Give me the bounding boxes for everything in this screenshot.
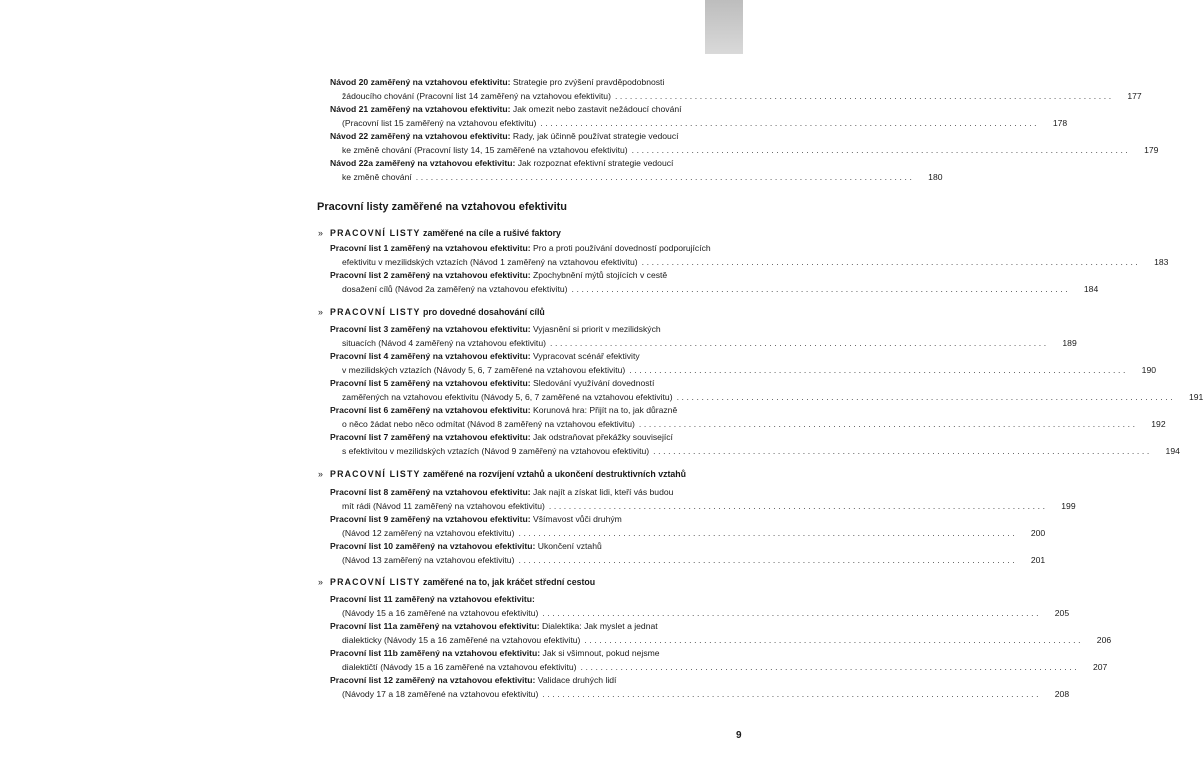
toc-entry[interactable] — [330, 593, 1070, 620]
group-heading-text: pro dovedné dosahování cílů — [420, 307, 545, 317]
dot-leader: .................................................................................................... — [584, 634, 1084, 645]
entry-subtitle: Jak si všimnout, pokud nejsme — [540, 648, 660, 658]
entry-continuation: (Návod 12 zaměřený na vztahovou efektivitu) — [342, 527, 515, 538]
toc-entry[interactable] — [330, 404, 1166, 431]
entry-continuation: o něco žádat nebo něco odmítat (Návod 8 zaměřený na vztahovou efektivitu) — [342, 418, 635, 429]
entry-subtitle: Jak rozpoznat efektivní strategie vedoucí — [515, 158, 674, 168]
entry-page-number: 180 — [928, 171, 943, 182]
chevron-right-icon: » — [318, 577, 323, 587]
page-number: 9 — [736, 730, 742, 741]
entry-page-number: 200 — [1030, 527, 1046, 538]
group-heading — [318, 577, 595, 587]
entry-subtitle: Korunová hra: Přijít na to, jak důrazně — [530, 405, 678, 415]
entry-title: Návod 21 zaměřený na vztahovou efektivitu: — [330, 104, 511, 114]
entry-subtitle: Rady, jak účinně používat strategie vedoucí — [510, 131, 679, 141]
group-heading — [318, 307, 545, 317]
entry-subtitle: Ukončení vztahů — [535, 541, 602, 551]
entry-title: Pracovní list 11 zaměřený na vztahovou efektivitu: — [330, 594, 535, 604]
dot-leader: .................................................................................................... — [542, 688, 1042, 699]
dot-leader: .................................................................................................... — [629, 364, 1129, 375]
entry-subtitle: Sledování využívání dovedností — [530, 378, 655, 388]
entry-continuation: s efektivitou v mezilidských vztazích (Návod 9 zaměřený na vztahovou efektivitu) — [342, 445, 650, 456]
entry-continuation: efektivitu v mezilidských vztazích (Návod 1 zaměřený na vztahovou efektivitu) — [342, 256, 638, 267]
entry-subtitle: Dialektika: Jak myslet a jednat — [539, 621, 658, 631]
toc-entry[interactable] — [330, 674, 1070, 701]
entry-subtitle: Vypracovat scénář efektivity — [530, 351, 640, 361]
entry-subtitle: Jak odstraňovat překážky související — [530, 432, 673, 442]
dot-leader: .................................................................................................... — [571, 283, 1071, 294]
chapter-tab-marker — [705, 0, 743, 54]
entry-page-number: 207 — [1092, 661, 1108, 672]
entry-title: Pracovní list 9 zaměřený na vztahovou efektivitu: — [330, 514, 531, 524]
dot-leader: .................................................................................................... — [549, 337, 1049, 348]
group-heading-caps: PRACOVNÍ LISTY — [330, 228, 421, 238]
entry-page-number: 191 — [1188, 391, 1203, 402]
entry-page-number: 194 — [1165, 445, 1180, 456]
dot-leader: .................................................................................................... — [631, 144, 1131, 155]
entry-title: Pracovní list 1 zaměřený na vztahovou efektivitu: — [330, 243, 531, 253]
dot-leader: .................................................................................................... — [638, 418, 1138, 429]
entry-continuation: (Pracovní list 15 zaměřený na vztahovou efektivitu) — [342, 117, 537, 128]
entry-subtitle: Pro a proti používání dovedností podporujících — [530, 243, 711, 253]
entry-title: Návod 22a zaměřený na vztahovou efektivitu: — [330, 158, 516, 168]
toc-entry[interactable] — [330, 377, 1203, 404]
toc-entry[interactable] — [330, 242, 1169, 269]
dot-leader: .................................................................................................... — [614, 90, 1114, 101]
toc-entry[interactable] — [330, 103, 1068, 130]
entry-page-number: 177 — [1127, 90, 1142, 101]
toc-entry[interactable] — [330, 76, 1142, 103]
group-heading-caps: PRACOVNÍ LISTY — [330, 577, 421, 587]
entry-continuation: v mezilidských vztazích (Návody 5, 6, 7 zaměřené na vztahovou efektivitu) — [342, 364, 626, 375]
dot-leader: .................................................................................................... — [518, 527, 1018, 538]
entry-subtitle: Jak najít a získat lidi, kteří vás budou — [530, 487, 674, 497]
toc-entry[interactable] — [330, 513, 1046, 540]
entry-title: Pracovní list 6 zaměřený na vztahovou efektivitu: — [330, 405, 531, 415]
entry-title: Pracovní list 8 zaměřený na vztahovou efektivitu: — [330, 487, 531, 497]
entry-page-number: 190 — [1141, 364, 1157, 375]
dot-leader: .................................................................................................... — [415, 171, 915, 182]
toc-entry[interactable] — [330, 157, 943, 184]
entry-page-number: 201 — [1030, 554, 1046, 565]
entry-page-number: 205 — [1054, 607, 1070, 618]
entry-continuation: mít rádi (Návod 11 zaměřený na vztahovou efektivitu) — [342, 500, 545, 511]
entry-subtitle: Strategie pro zvýšení pravděpodobnosti — [510, 77, 665, 87]
entry-page-number: 192 — [1151, 418, 1166, 429]
dot-leader: .................................................................................................... — [542, 607, 1042, 618]
toc-entry[interactable] — [330, 486, 1076, 513]
entry-page-number: 208 — [1054, 688, 1070, 699]
chevron-right-icon: » — [318, 228, 323, 238]
entry-continuation: (Návody 15 a 16 zaměřené na vztahovou efektivitu) — [342, 607, 539, 618]
entry-subtitle: Validace druhých lidí — [535, 675, 617, 685]
chevron-right-icon: » — [318, 469, 323, 479]
entry-page-number: 184 — [1083, 283, 1099, 294]
entry-continuation: ke změně chování — [342, 171, 412, 182]
dot-leader: .................................................................................................... — [540, 117, 1040, 128]
entry-page-number: 199 — [1061, 500, 1076, 511]
toc-entry[interactable] — [330, 620, 1112, 647]
group-heading-text: zaměřené na to, jak kráčet střední cestou — [420, 577, 596, 587]
entry-title: Návod 20 zaměřený na vztahovou efektivitu: — [330, 77, 511, 87]
entry-title: Pracovní list 7 zaměřený na vztahovou efektivitu: — [330, 432, 531, 442]
group-heading — [318, 228, 561, 238]
entry-page-number: 206 — [1096, 634, 1112, 645]
entry-title: Pracovní list 10 zaměřený na vztahovou efektivitu: — [330, 541, 536, 551]
entry-continuation: (Návod 13 zaměřený na vztahovou efektivitu) — [342, 554, 515, 565]
dot-leader: .................................................................................................... — [676, 391, 1176, 402]
entry-title: Pracovní list 11a zaměřený na vztahovou efektivitu: — [330, 621, 540, 631]
group-heading-caps: PRACOVNÍ LISTY — [330, 469, 421, 479]
dot-leader: .................................................................................................... — [641, 256, 1141, 267]
entry-continuation: dialekticky (Návody 15 a 16 zaměřené na vztahovou efektivitu) — [342, 634, 581, 645]
entry-title: Návod 22 zaměřený na vztahovou efektivitu: — [330, 131, 511, 141]
entry-continuation: žádoucího chování (Pracovní list 14 zaměřený na vztahovou efektivitu) — [342, 90, 611, 101]
entry-subtitle: Zpochybnění mýtů stojících v cestě — [530, 270, 668, 280]
chevron-right-icon: » — [318, 307, 323, 317]
entry-title: Pracovní list 2 zaměřený na vztahovou efektivitu: — [330, 270, 531, 280]
entry-subtitle: Jak omezit nebo zastavit nežádoucí chování — [510, 104, 682, 114]
toc-entry[interactable] — [330, 350, 1157, 377]
entry-continuation: dialektičtí (Návody 15 a 16 zaměřené na vztahovou efektivitu) — [342, 661, 577, 672]
toc-entry[interactable] — [330, 323, 1077, 350]
entry-continuation: dosažení cílů (Návod 2a zaměřený na vztahovou efektivitu) — [342, 283, 568, 294]
dot-leader: .................................................................................................... — [518, 554, 1018, 565]
entry-continuation: zaměřených na vztahovou efektivitu (Návody 5, 6, 7 zaměřené na vztahovou efektivitu) — [342, 391, 673, 402]
toc-entry[interactable] — [330, 130, 1159, 157]
entry-page-number: 178 — [1052, 117, 1068, 128]
toc-entry[interactable] — [330, 431, 1180, 458]
dot-leader: .................................................................................................... — [580, 661, 1080, 672]
entry-title: Pracovní list 3 zaměřený na vztahovou efektivitu: — [330, 324, 531, 334]
entry-subtitle: Všímavost vůči druhým — [530, 514, 622, 524]
group-heading-text: zaměřené na rozvíjení vztahů a ukončení destruktivních vztahů — [420, 469, 687, 479]
entry-subtitle: Vyjasnění si priorit v mezilidských — [530, 324, 661, 334]
entry-title: Pracovní list 12 zaměřený na vztahovou efektivitu: — [330, 675, 536, 685]
toc-entry[interactable] — [330, 647, 1108, 674]
entry-title: Pracovní list 11b zaměřený na vztahovou efektivitu: — [330, 648, 541, 658]
dot-leader: .................................................................................................... — [653, 445, 1152, 456]
toc-entry[interactable] — [330, 269, 1099, 296]
group-heading-caps: PRACOVNÍ LISTY — [330, 307, 421, 317]
entry-page-number: 189 — [1062, 337, 1077, 348]
dot-leader: .................................................................................................... — [548, 500, 1048, 511]
section-title: Pracovní listy zaměřené na vztahovou efektivitu — [317, 201, 568, 213]
entry-page-number: 179 — [1144, 144, 1159, 155]
entry-title: Pracovní list 5 zaměřený na vztahovou efektivitu: — [330, 378, 531, 388]
group-heading-text: zaměřené na cíle a rušivé faktory — [420, 228, 561, 238]
entry-continuation: situacích (Návod 4 zaměřený na vztahovou efektivitu) — [342, 337, 546, 348]
entry-title: Pracovní list 4 zaměřený na vztahovou efektivitu: — [330, 351, 531, 361]
entry-page-number: 183 — [1154, 256, 1169, 267]
toc-entry[interactable] — [330, 540, 1046, 567]
entry-continuation: (Návody 17 a 18 zaměřené na vztahovou efektivitu) — [342, 688, 539, 699]
group-heading — [318, 469, 686, 479]
entry-continuation: ke změně chování (Pracovní listy 14, 15 zaměřené na vztahovou efektivitu) — [342, 144, 628, 155]
